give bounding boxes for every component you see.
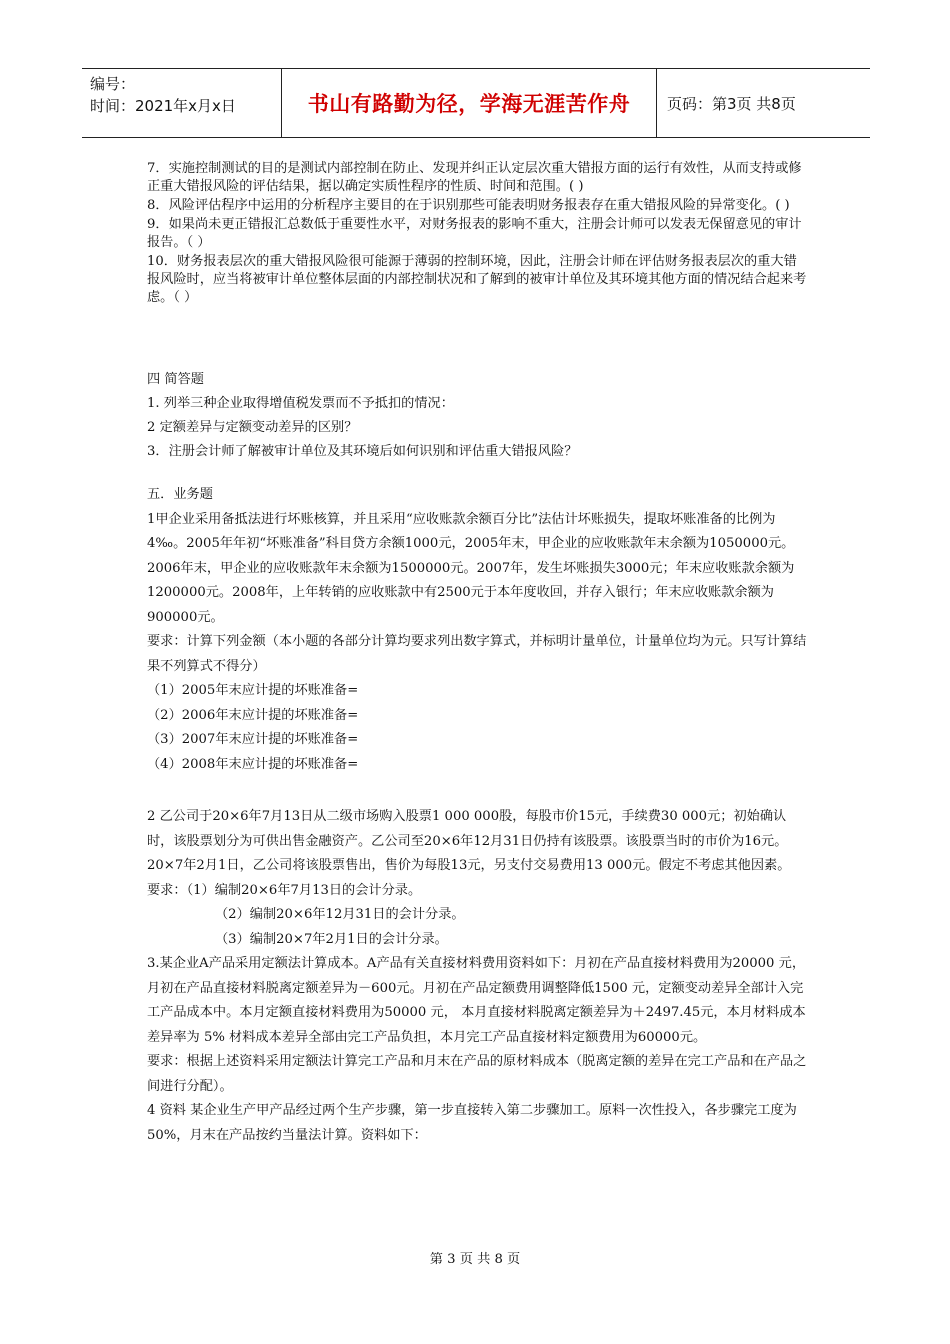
short-question-3: 3．注册会计师了解被审计单位及其环境后如何识别和评估重大错报风险？ (147, 444, 578, 459)
business-q1-part-1: （1）2005年末应计提的坏账准备= (147, 683, 359, 698)
question-8: 8．风险评估程序中运用的分析程序主要目的在于识别那些可能表明财务报表存在重大错报风险的异常变化。( ) (147, 198, 790, 213)
business-q1-part-3: （3）2007年末应计提的坏账准备= (147, 732, 359, 747)
header-motto: 书山有路勤为径，学海无涯苦作舟 (282, 69, 657, 137)
short-question-2: 2 定额差异与定额变动差异的区别？ (147, 420, 358, 435)
business-q2-part-3: （3）编制20×7年2月1日的会计分录。 (215, 931, 448, 947)
business-q1-requirement: 要求：计算下列金额（本小题的各部分计算均要求列出数字算式，并标明计量单位，计量单位均为元。只写计算结果不列算式不得分） (147, 634, 807, 674)
business-q3-requirement: 要求：根据上述资料采用定额法计算完工产品和月末在产品的原材料成本（脱离定额的差异在完工产品和在产品之间进行分配）。 (147, 1054, 807, 1094)
business-q2-text: 2 乙公司于20×6年7月13日从二级市场购入股票1 000 000股，每股市价15元，手续费30 000元；初始确认时，该股票划分为可供出售金融资产。乙公司至20×6年12月31日仍持有该股票。该股票当时的市价为16元。20×7年2月1日，乙公司将该股票售出，售价为每股13元，另支付交易费用13 000元。假定不考虑其他因素。 (147, 809, 791, 873)
page-footer: 第 3 页 共 8 页 (429, 1252, 521, 1267)
header-page-number: 页码：第3页 共8页 (667, 94, 796, 113)
business-q2-requirement: 要求：（1）编制20×6年7月13日的会计分录。 (147, 882, 422, 898)
question-9: 9．如果尚未更正错报汇总数低于重要性水平，对财务报表的影响不重大，注册会计师可以发表无保留意见的审计报告。（ ） (147, 217, 802, 250)
business-q4-text: 4 资料 某企业生产甲产品经过两个生产步骤，第一步直接转入第二步骤加工。原料一次性投入，各步骤完工度为50%，月末在产品按约当量法计算。资料如下： (147, 1103, 797, 1143)
business-q2 (147, 805, 807, 1148)
business-section (147, 483, 807, 777)
business-q2-part-2: （2）编制20×6年12月31日的会计分录。 (215, 907, 465, 922)
short-answer-section (147, 368, 807, 464)
number-label: 编号： (90, 75, 136, 93)
short-question-1: 1. 列举三种企业取得增值税发票而不予抵扣的情况： (147, 396, 454, 411)
question-7: 7．实施控制测试的目的是测试内部控制在防止、发现并纠正认定层次重大错报方面的运行有效性，从而支持或修正重大错报风险的评估结果，据以确定实质性程序的性质、时间和范围。( ) (147, 161, 802, 194)
section-title: 四 简答题 (147, 372, 204, 387)
business-q3-text: 3.某企业A产品采用定额法计算成本。A产品有关直接材料费用资料如下：月初在产品直接材料费用为20000 元， 月初在产品直接材料脱离定额差异为－600元。月初在产品定额费用调整降低1500 元，定额变动差异全部计入完工产品成本中。本月定额直接材料费用为50000 元， 本月直接材料脱离定额差异为＋2497.45元，本月材料成本差异率为 5% 材料成本差异全部由完工产品负担，本月完工产品直接材料定额费用为60000元。 (147, 956, 806, 1045)
page-header (82, 68, 870, 138)
time-label: 时间：2021年x月x日 (90, 97, 236, 115)
question-10: 10．财务报表层次的重大错报风险很可能源于薄弱的控制环境，因此，注册会计师在评估财务报表层次的重大错报风险时，应当将被审计单位整体层面的内部控制状况和了解到的被审计单位及其环境其他方面的情况结合起来考虑。（ ） (147, 254, 807, 305)
business-q1-part-4: （4）2008年末应计提的坏账准备= (147, 756, 359, 772)
business-q1-text: 1甲企业采用备抵法进行坏账核算，并且采用“应收账款余额百分比”法估计坏账损失，提取坏账准备的比例为4‰。2005年年初“坏账准备”科目贷方余额1000元，2005年末，甲企业的应收账款年末余额为1050000元。2006年末，甲企业的应收账款年末余额为1500000元。2007年，发生坏账损失3000元；年末应收账款余额为1200000元。2008年，上年转销的应收账款中有2500元于本年度收回，并存入银行；年末应收账款余额为900000元。 (147, 511, 795, 625)
header-meta (82, 69, 282, 137)
section-title: 五．业务题 (147, 487, 213, 502)
true-false-section (147, 160, 807, 307)
business-q1-part-2: （2）2006年末应计提的坏账准备= (147, 707, 359, 723)
